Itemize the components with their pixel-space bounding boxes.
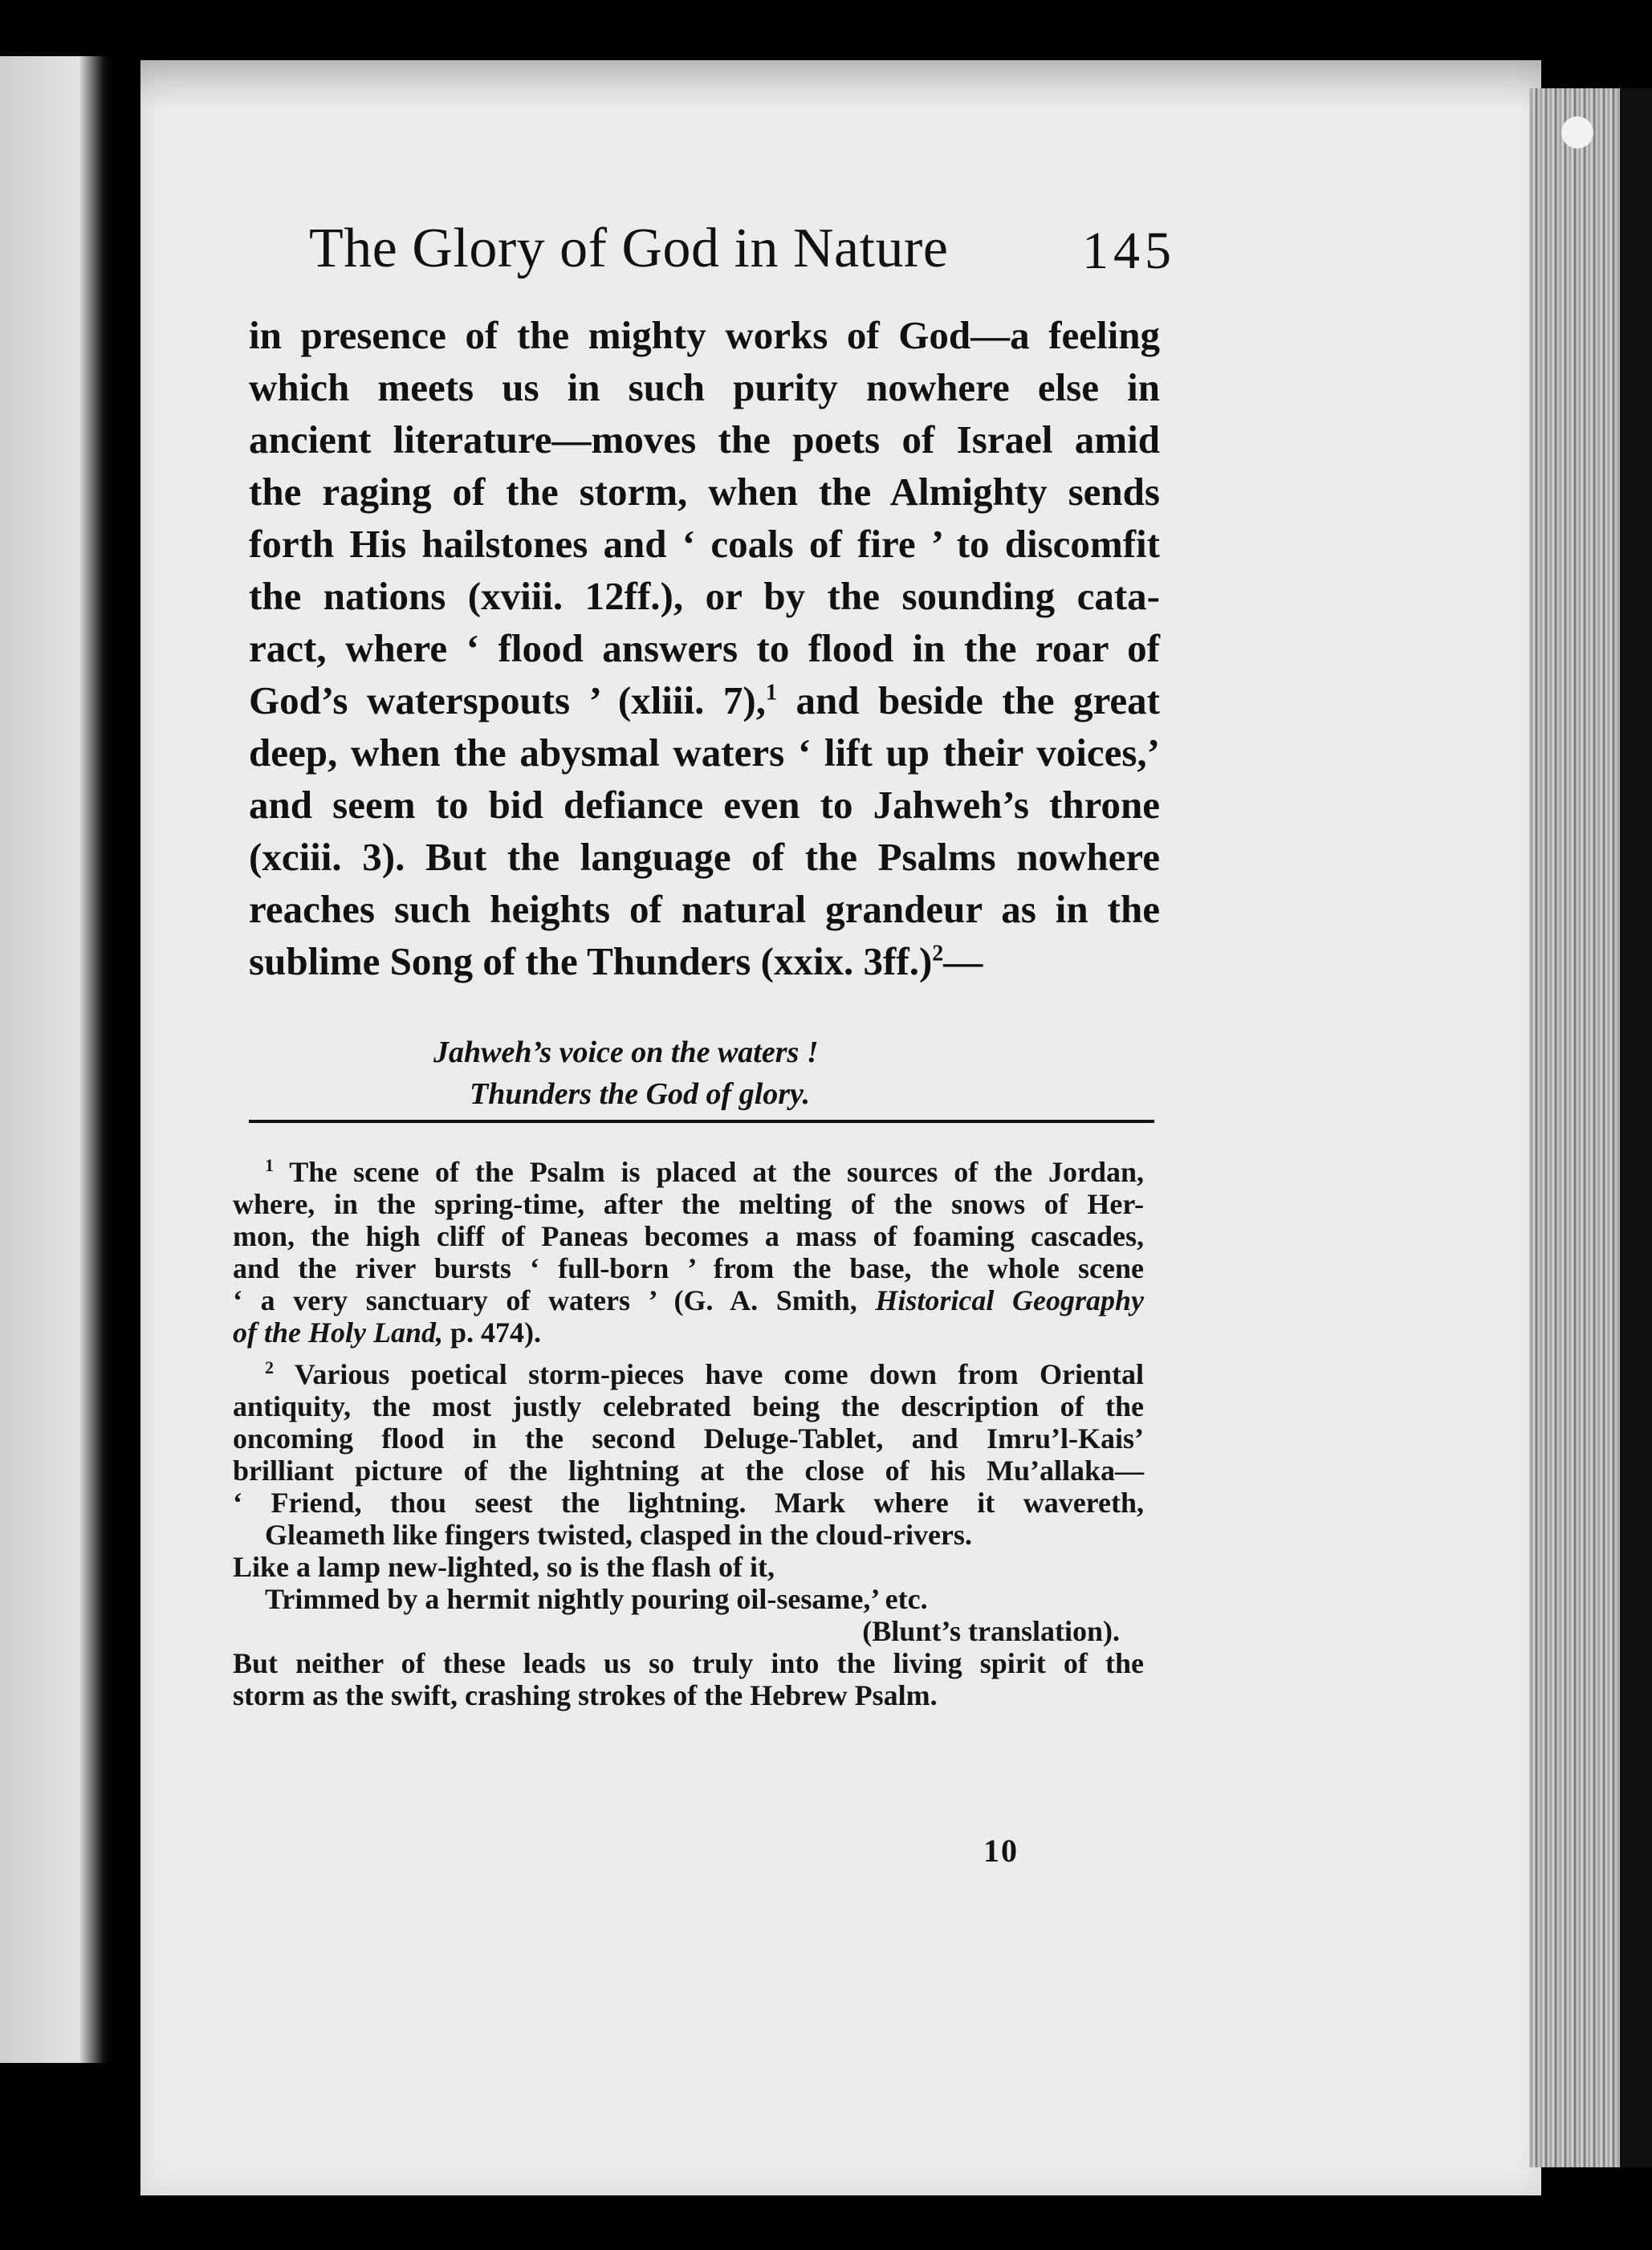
- footnote-line: [233, 1358, 1144, 1390]
- poem-line: Gleameth like fingers twisted, clasped in the cloud-rivers.: [265, 1519, 972, 1551]
- text-line: deep, when the abysmal waters ‘ lift up their voices,’: [249, 730, 1160, 775]
- left-page-edge: [0, 56, 112, 2063]
- page-top-shadow: [140, 60, 1541, 108]
- text-segment: and beside the great: [776, 678, 1160, 722]
- footnote-line: brilliant picture of the lightning at the close of his Mu’allaka—: [233, 1455, 1144, 1487]
- text-line: and seem to bid defiance even to Jahweh’s throne: [249, 783, 1160, 827]
- italic-title: of the Holy Land,: [233, 1316, 443, 1349]
- text-line: [249, 935, 1160, 987]
- footnote-line: antiquity, the most justly celebrated being the description of the: [233, 1390, 1144, 1422]
- page-fore-edge: [1529, 88, 1652, 2167]
- footnote-line: where, in the spring-time, after the melting of the snows of Her-: [233, 1188, 1144, 1220]
- poem-line: Trimmed by a hermit nightly pouring oil-sesame,’ etc.: [265, 1583, 928, 1615]
- text-segment: ‘ a very sanctuary of waters ’ (G. A. Smith,: [233, 1284, 876, 1316]
- page-number: 145: [1082, 222, 1176, 280]
- footnote-rule: [249, 1120, 1154, 1123]
- verse-quote: [433, 1031, 819, 1115]
- edge-blemish: [1561, 116, 1593, 149]
- text-line: the nations (xviii. 12ff.), or by the sounding cata-: [249, 574, 1160, 618]
- footnote-line: [233, 1316, 1144, 1349]
- text-segment: The scene of the Psalm is placed at the sources of the Jordan,: [289, 1156, 1144, 1188]
- text-segment: p. 474).: [442, 1316, 541, 1349]
- text-line: ract, where ‘ flood answers to flood in the roar of: [249, 626, 1160, 670]
- text-line: ancient literature—moves the poets of Israel amid: [249, 417, 1160, 462]
- verse-line: Jahweh’s voice on the waters !: [433, 1035, 819, 1069]
- text-line: (xciii. 3). But the language of the Psalms nowhere: [249, 835, 1160, 879]
- text-segment: —: [943, 939, 983, 983]
- text-line: the raging of the storm, when the Almighty sends: [249, 470, 1160, 514]
- text-segment: God’s waterspouts ’ (xliii. 7),: [249, 678, 766, 722]
- footnote-line: [233, 1284, 1144, 1316]
- text-line: forth His hailstones and ‘ coals of fire ’ to discomfit: [249, 522, 1160, 566]
- footnote-marker: 2: [265, 1357, 274, 1377]
- text-line: in presence of the mighty works of God—a feeling: [249, 313, 1160, 357]
- footnotes: [233, 1156, 1144, 1711]
- footnote-line: storm as the swift, crashing strokes of the Hebrew Psalm.: [233, 1679, 938, 1711]
- footnote-line: [233, 1156, 1144, 1188]
- running-head-title: The Glory of God in Nature: [309, 218, 949, 279]
- main-text: [249, 309, 1160, 987]
- italic-title: Historical Geography: [875, 1284, 1144, 1316]
- text-line: reaches such heights of natural grandeur as in the: [249, 887, 1160, 931]
- footnote-marker: 1: [265, 1155, 274, 1175]
- footnote-ref-1: 1: [765, 680, 777, 706]
- attribution: (Blunt’s translation).: [862, 1615, 1120, 1647]
- text-line: which meets us in such purity nowhere else in: [249, 365, 1160, 409]
- footnote-ref-2: 2: [932, 941, 944, 966]
- footnote-line: mon, the high cliff of Paneas becomes a mass of foaming cascades,: [233, 1220, 1144, 1252]
- footnote-line: oncoming flood in the second Deluge-Tablet, and Imru’l-Kais’: [233, 1422, 1144, 1455]
- text-line: [249, 674, 1160, 726]
- signature-mark: 10: [983, 1833, 1019, 1869]
- poem-line: Like a lamp new-lighted, so is the flash of it,: [233, 1551, 775, 1583]
- text-segment: sublime Song of the Thunders (xxix. 3ff.): [249, 939, 933, 983]
- verse-line: Thunders the God of glory.: [470, 1077, 811, 1111]
- poem-line: ‘ Friend, thou seest the lightning. Mark where it wavereth,: [233, 1487, 1144, 1519]
- spacer: [233, 1349, 1144, 1358]
- footnote-line: and the river bursts ‘ full-born ’ from the base, the whole scene: [233, 1252, 1144, 1284]
- text-segment: Various poetical storm-pieces have come down from Oriental: [294, 1358, 1144, 1390]
- footnote-line: But neither of these leads us so truly into the living spirit of the: [233, 1647, 1144, 1679]
